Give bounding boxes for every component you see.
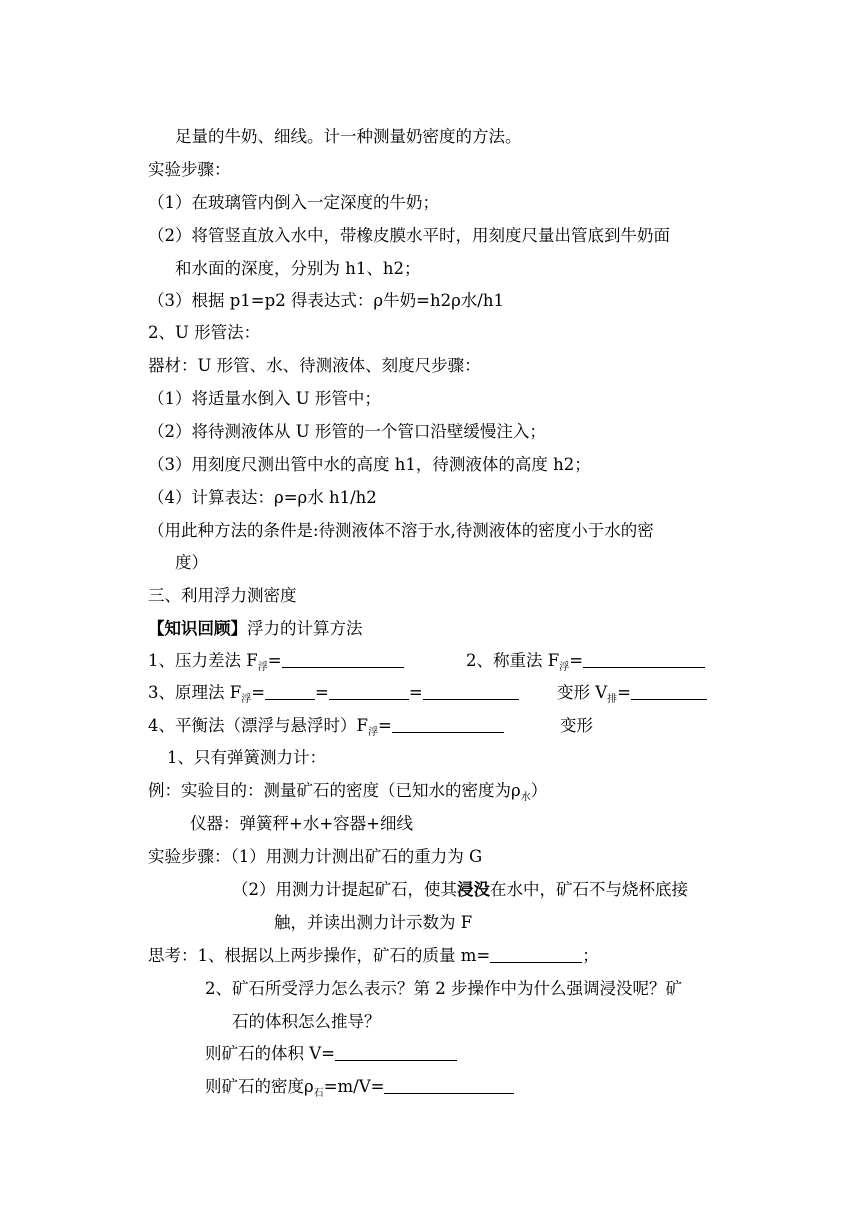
- text-span: ）: [530, 781, 548, 800]
- text-line: [148, 780, 547, 805]
- text-span: 思考：1、根据以上两步操作，矿石的质量 m=: [148, 946, 491, 965]
- subscript: 浮: [559, 662, 570, 673]
- fill-blank[interactable]: [384, 1077, 514, 1094]
- text-line: （1）将适量水倒入 U 形管中；: [148, 389, 381, 408]
- text-span: 则矿石的体积 V=: [205, 1044, 335, 1063]
- subscript: 排: [607, 694, 618, 705]
- subscript: 石: [313, 1088, 324, 1099]
- fill-blank[interactable]: [282, 651, 404, 668]
- text-span: （2）用测力计提起矿石，使其: [232, 880, 457, 899]
- text-line: （用此种方法的条件是:待测液体不溶于水,待测液体的密度小于水的密: [148, 521, 654, 540]
- text-line: 器材：U 形管、水、待测液体、刻度尺步骤：: [148, 356, 481, 375]
- text-line: 1、压力差法 $F_浮=$: [148, 650, 404, 675]
- text-line: [205, 1043, 457, 1065]
- text-span: 浮力的计算方法: [247, 619, 363, 638]
- text-line: 2、称重法 $F_浮=$: [466, 650, 705, 675]
- text-line: 度）: [175, 553, 208, 572]
- text-line: 变形: [560, 716, 593, 735]
- fill-blank[interactable]: [490, 946, 582, 963]
- text-span: 1、压力差法 F: [148, 651, 258, 670]
- knowledge-review-label: 【知识回顾】: [148, 619, 247, 638]
- text-line: 1、只有弹簧测力计：: [167, 748, 326, 767]
- fill-blank[interactable]: [335, 1044, 457, 1061]
- text-line: [148, 945, 599, 967]
- text-line: 3、原理法 $F_浮=$ = =: [148, 682, 519, 707]
- text-line: （1）在玻璃管内倒入一定深度的牛奶；: [148, 193, 439, 212]
- text-line: 4、平衡法（漂浮与悬浮时）$F_浮=$: [148, 715, 504, 740]
- text-span: 3、原理法 F: [148, 683, 242, 702]
- text-line: 仪器：弹簧秤+水+容器+细线: [190, 814, 413, 833]
- text-line: [148, 618, 363, 640]
- text-line: （2）将待测液体从 U 形管的一个管口沿壁缓慢注入；: [148, 422, 546, 441]
- text-line: （3）根据 p1=p2 得表达式：ρ牛奶=h2ρ水/h1: [148, 291, 504, 310]
- text-line: 实验步骤：（1）用测力计测出矿石的重力为 G: [148, 847, 483, 866]
- subscript: 浮: [257, 662, 268, 673]
- text-line: [232, 879, 688, 901]
- text-line: [205, 1076, 514, 1101]
- text-line: 足量的牛奶、细线。计一种测量奶密度的方法。: [175, 127, 522, 146]
- text-line: 触，并读出测力计示数为 F: [274, 913, 473, 932]
- fill-blank[interactable]: [265, 683, 315, 700]
- text-span: 4、平衡法（漂浮与悬浮时）F: [148, 716, 368, 735]
- text-line: 和水面的深度，分别为 h1、h2；: [175, 259, 421, 278]
- subscript: 浮: [367, 727, 378, 738]
- text-line: 2、U 形管法：: [148, 323, 261, 342]
- text-span: ；: [582, 946, 599, 965]
- fill-blank[interactable]: [423, 683, 519, 700]
- text-line: 变形 $V_排=$: [557, 682, 707, 707]
- section-heading: 三、利用浮力测密度: [148, 586, 297, 605]
- text-line: （3）用刻度尺测出管中水的高度 h1，待测液体的高度 h2；: [148, 455, 591, 474]
- text-line: 石的体积怎么推导？: [232, 1012, 381, 1031]
- text-line: 2、矿石所受浮力怎么表示？第 2 步操作中为什么强调浸没呢？矿: [205, 979, 682, 998]
- fill-blank[interactable]: [631, 683, 707, 700]
- fill-blank[interactable]: [392, 716, 504, 733]
- subscript: 水: [520, 792, 531, 803]
- text-line: 实验步骤：: [148, 160, 231, 179]
- text-span: 2、称重法 F: [466, 651, 560, 670]
- text-span: 在水中，矿石不与烧杯底接: [490, 880, 688, 899]
- fill-blank[interactable]: [329, 683, 409, 700]
- subscript: 浮: [241, 694, 252, 705]
- text-span: 变形 V: [557, 683, 608, 702]
- fill-blank[interactable]: [583, 651, 705, 668]
- text-span: 则矿石的密度ρ: [205, 1077, 314, 1096]
- text-span: =m/V=: [323, 1077, 385, 1096]
- text-span: 例：实验目的：测量矿石的密度（已知水的密度为ρ: [148, 781, 521, 800]
- text-line: （2）将管竖直放入水中，带橡皮膜水平时，用刻度尺量出管底到牛奶面: [148, 226, 670, 245]
- emphasis-text: 浸没: [457, 880, 490, 899]
- text-line: （4）计算表达：ρ=ρ水 h1/h2: [148, 488, 377, 507]
